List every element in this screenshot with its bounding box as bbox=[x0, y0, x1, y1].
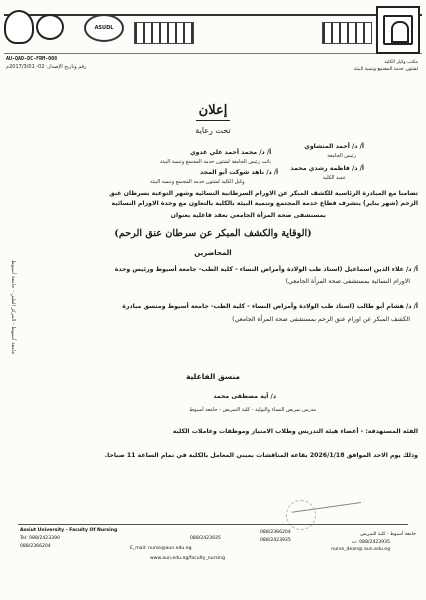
footer-website: www.aun.edu.eg/faculty_nursing bbox=[150, 556, 225, 561]
footer-mid-phone: 088/2423935 bbox=[190, 536, 221, 541]
intro-line-1: تضامنا مع المبادرة الرئاسية للكشف المبكر عن الاورام السرطانية النسائية وشهر التوعية بسرطان عنق bbox=[109, 190, 418, 197]
footer-far-phone-1: 088/2366204 bbox=[260, 530, 291, 535]
faculty-logo bbox=[4, 10, 34, 44]
patron-vice-dean-title: وكيل الكلية لشئون خدمة المجتمع وتنمية البيئة bbox=[150, 179, 245, 185]
issue-date: رقم وتاريخ الإصدار: 02- 2017/3/01م bbox=[6, 64, 87, 70]
decorative-pattern-right bbox=[322, 22, 372, 44]
coordinator-title: مدرس تمريض النساء والتوليد - كلية التمريض - جامعة أسيوط bbox=[189, 407, 316, 413]
footer-left-tel: Tel: 088/2423390 bbox=[20, 536, 60, 541]
patron-president-name: أ/ د/ أحمد المنشاوي bbox=[304, 143, 364, 150]
lecturer-2-line-2: الكشف المبكر عن اورام عنق الرحم بمستشفى صحة المرأة الجامعي) bbox=[232, 316, 410, 323]
asudl-logo-text: ASUDL bbox=[94, 25, 114, 31]
secondary-logo bbox=[36, 14, 64, 40]
decorative-pattern-left bbox=[134, 22, 194, 44]
event-schedule: وذلك يوم الاحد الموافق 2026/1/18 بقاعة المناقشات بمبني المعامل بالكلية في تمام الساعة 11 صباحا. bbox=[104, 452, 418, 459]
coordinator-heading: منسق الفاعلية bbox=[185, 372, 241, 381]
footer-right-1: جامعة أسيوط - كلية التمريض bbox=[360, 532, 416, 537]
lecturers-heading: المحاضرين bbox=[194, 249, 232, 257]
footer-far-phone-2: 088/2423935 bbox=[260, 538, 291, 543]
lecturer-1-line-1: أ/ د/ علاء الدين اسماعيل (استاذ طب الولادة وأمراض النساء - كلية الطب- جامعة أسيوط ورئيس وحدة bbox=[114, 266, 418, 273]
university-crest-logo bbox=[376, 6, 420, 54]
footer-divider bbox=[18, 524, 408, 525]
lecturer-2-line-1: أ/ د/ هشام أبو طالب (استاذ طب الولادة وأمراض النساء - كلية الطب- جامعة أسيوط ومنسق مبادرة bbox=[122, 303, 418, 310]
header-office: مكتب وكيل الكلية bbox=[384, 60, 418, 65]
event-title: (الوقاية والكشف المبكر عن سرطان عنق الرحم) bbox=[114, 228, 312, 239]
footer-right-email: nurse_dean@ aun.edu.eg bbox=[331, 547, 390, 552]
side-margin-text bbox=[6, 260, 18, 440]
intro-line-3: بمستشفى صحة المرأة الجامعي بعقد فاعلية بعنوان bbox=[170, 212, 326, 219]
patronage-label: تحت رعاية bbox=[195, 126, 231, 135]
side-margin-label: جامعة أسيوط - المركز الطبي - جامعة أسيوط bbox=[10, 260, 16, 355]
patron-dean-title: عميد الكلية bbox=[322, 175, 346, 181]
target-audience: الفئة المستهدفة: - أعضاء هيئة التدريس وطلاب الامتياز وموظفات وعاملات الكلية bbox=[172, 428, 418, 435]
patron-vp-title: نائب رئيس الجامعة لشئون خدمة المجتمع وتنمية البيئة bbox=[160, 159, 271, 165]
header-office-sub: لشئون خدمة المجتمع وتنمية البيئة bbox=[353, 67, 418, 72]
lecturer-1-line-2: الاورام النسائية بمستشفى صحة المرأة الجامعي) bbox=[285, 278, 410, 285]
document-code: AU-QAD-DC-FRM-008 bbox=[6, 56, 58, 62]
footer-left-university: Assiut University - Faculty Of Nursing bbox=[20, 528, 118, 533]
patron-vice-dean-name: أ/ د/ ناهد شوكت أبو المجد bbox=[200, 169, 279, 176]
patron-vp-name: أ/ د/ محمد أحمد علي عدوي bbox=[190, 149, 272, 156]
intro-line-2: الرحم (شهر يناير) يتشرف قطاع خدمة المجتمع وتنمية البيئة بالكلية بالتعاون مع وحدة الاورام النسائية bbox=[111, 200, 418, 207]
asudl-logo bbox=[84, 14, 124, 42]
footer-right-2: 088/2423935 :ت bbox=[351, 540, 390, 545]
footer-left-phone2: 088/2366204 bbox=[20, 544, 51, 549]
coordinator-name: د/ آية مصطفى محمد bbox=[213, 393, 276, 400]
announcement-title: إعلان bbox=[198, 103, 228, 118]
announcement-underline bbox=[196, 120, 230, 121]
signature bbox=[289, 483, 361, 513]
footer-mid-email: E_mail: nurse@aun.edu.eg bbox=[130, 546, 192, 551]
patron-president-title: رئيس الجامعة bbox=[327, 153, 356, 159]
patron-dean-name: أ/ د/ فاطمة رشدي محمد bbox=[290, 165, 364, 172]
